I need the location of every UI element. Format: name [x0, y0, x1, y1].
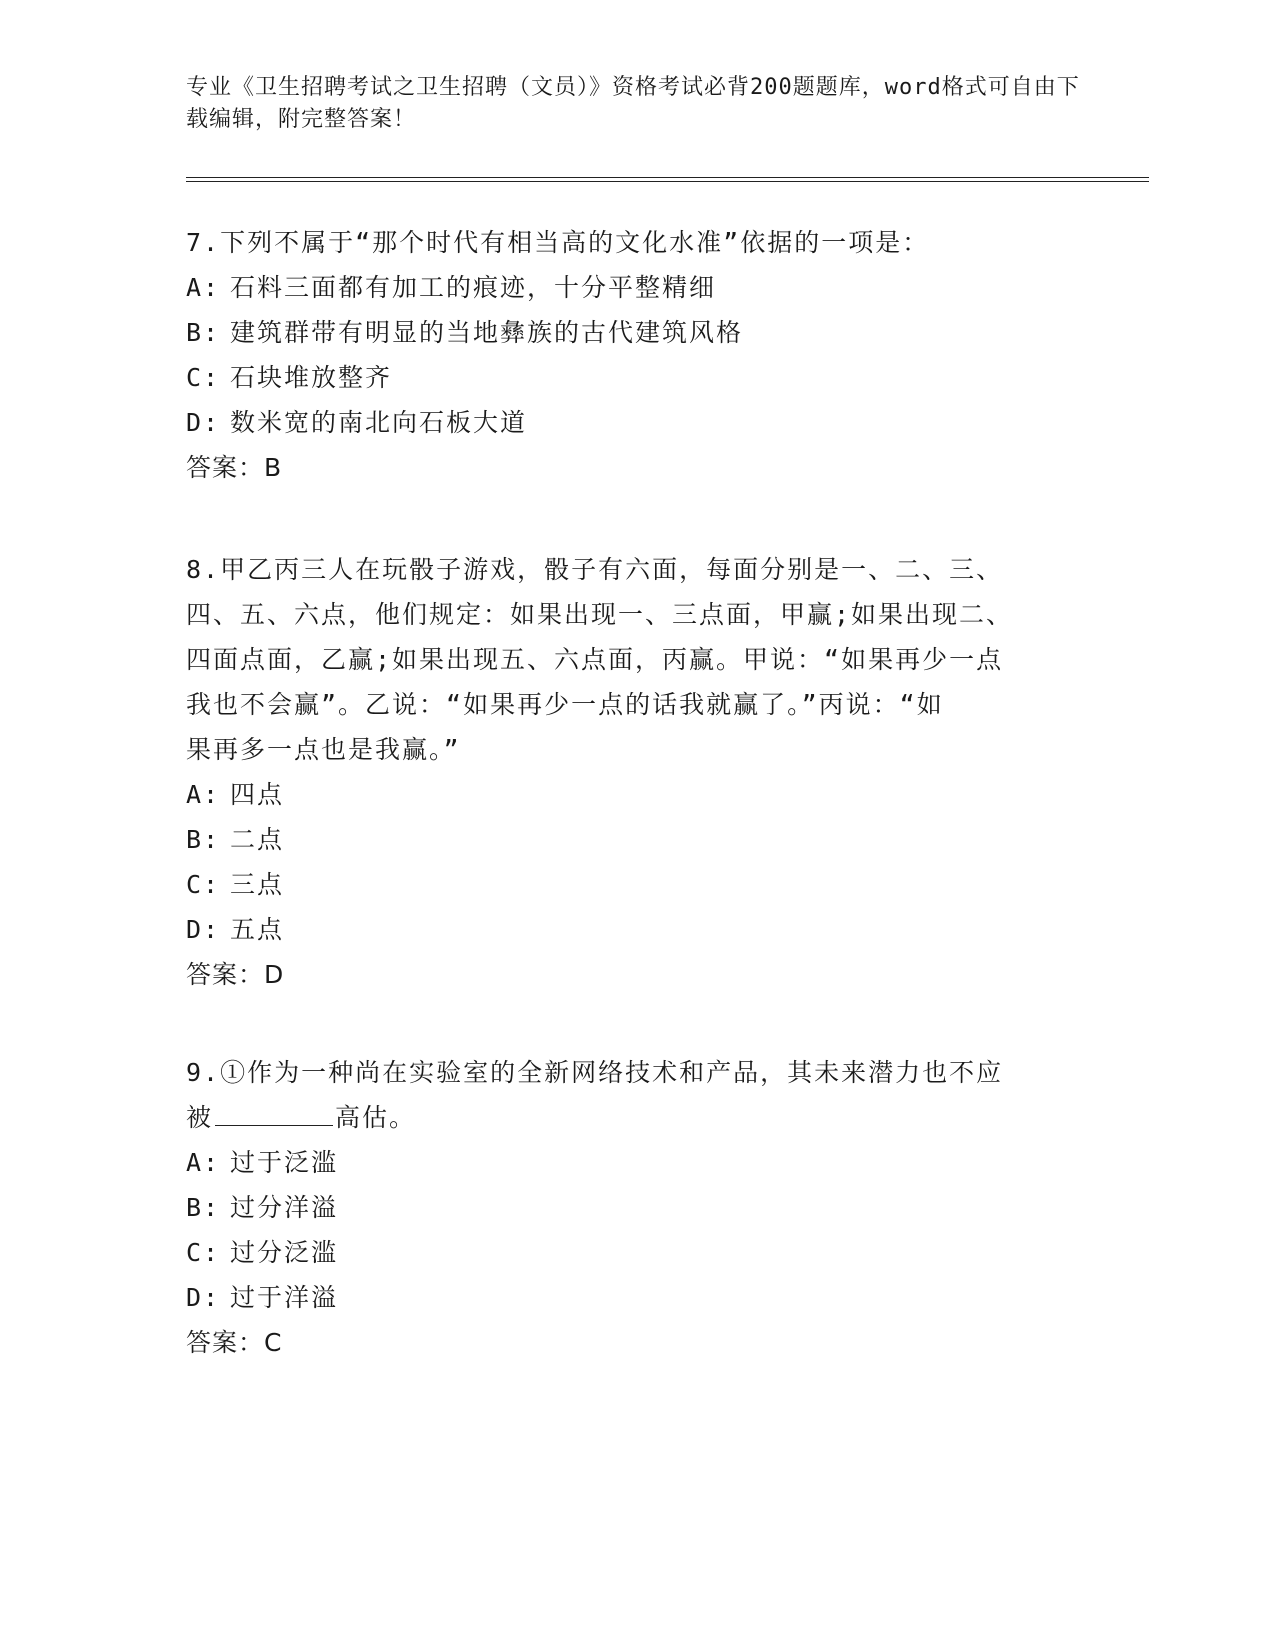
answer-line: 答案：D	[186, 960, 285, 989]
stem-text-after-blank: 高估。	[335, 1103, 417, 1132]
question-7	[186, 220, 1086, 490]
option-d	[186, 907, 1086, 952]
option-text: 二点	[230, 825, 285, 854]
option-text: 四点	[230, 780, 285, 809]
option-b	[186, 817, 1086, 862]
option-letter: C:	[186, 363, 221, 392]
question-stem-line: 9.①作为一种尚在实验室的全新网络技术和产品，其未来潜力也不应	[186, 1058, 1004, 1087]
option-a	[186, 772, 1086, 817]
stem-text-before-blank: 被	[186, 1103, 214, 1132]
question-9	[186, 1050, 1086, 1365]
fill-in-blank	[215, 1101, 333, 1126]
question-stem-line	[186, 1095, 1086, 1140]
option-letter: A:	[186, 273, 221, 302]
option-text: 石料三面都有加工的痕迹，十分平整精细	[230, 273, 717, 302]
option-letter: B:	[186, 1193, 221, 1222]
option-d	[186, 400, 1086, 445]
option-c	[186, 862, 1086, 907]
option-c	[186, 1230, 1086, 1275]
option-text: 过于洋溢	[230, 1283, 339, 1312]
option-b	[186, 310, 1086, 355]
option-b	[186, 1185, 1086, 1230]
option-letter: B:	[186, 825, 221, 854]
option-text: 五点	[230, 915, 285, 944]
question-8	[186, 547, 1086, 997]
option-letter: D:	[186, 408, 221, 437]
option-letter: D:	[186, 1283, 221, 1312]
option-a	[186, 265, 1086, 310]
option-letter: C:	[186, 1238, 221, 1267]
option-text: 数米宽的南北向石板大道	[230, 408, 528, 437]
option-text: 过于泛滥	[230, 1148, 339, 1177]
option-letter: A:	[186, 1148, 221, 1177]
option-text: 过分泛滥	[230, 1238, 339, 1267]
question-stem-line: 8.甲乙丙三人在玩骰子游戏，骰子有六面，每面分别是一、二、三、	[186, 555, 1004, 584]
question-stem-line: 四、五、六点，他们规定：如果出现一、三点面，甲赢;如果出现二、	[186, 600, 1014, 629]
option-text: 石块堆放整齐	[230, 363, 393, 392]
question-stem-line: 我也不会赢”。乙说：“如果再少一点的话我就赢了。”丙说：“如	[186, 690, 944, 719]
question-stem-line: 四面点面，乙赢;如果出现五、六点面，丙赢。甲说：“如果再少一点	[186, 645, 1004, 674]
option-letter: D:	[186, 915, 221, 944]
answer-line: 答案：C	[186, 1328, 283, 1357]
question-stem-line: 果再多一点也是我赢。”	[186, 735, 461, 764]
question-stem: 7.下列不属于“那个时代有相当高的文化水准”依据的一项是：	[186, 228, 930, 257]
option-text: 建筑群带有明显的当地彝族的古代建筑风格	[230, 318, 744, 347]
header-divider	[186, 177, 1149, 182]
option-text: 三点	[230, 870, 285, 899]
option-letter: C:	[186, 870, 221, 899]
answer-line: 答案：B	[186, 453, 283, 482]
option-text: 过分洋溢	[230, 1193, 339, 1222]
option-d	[186, 1275, 1086, 1320]
option-letter: B:	[186, 318, 221, 347]
option-letter: A:	[186, 780, 221, 809]
option-a	[186, 1140, 1086, 1185]
document-header: 专业《卫生招聘考试之卫生招聘（文员）》资格考试必背200题题库，word格式可自由下载编辑，附完整答案！	[186, 75, 1080, 132]
option-c	[186, 355, 1086, 400]
